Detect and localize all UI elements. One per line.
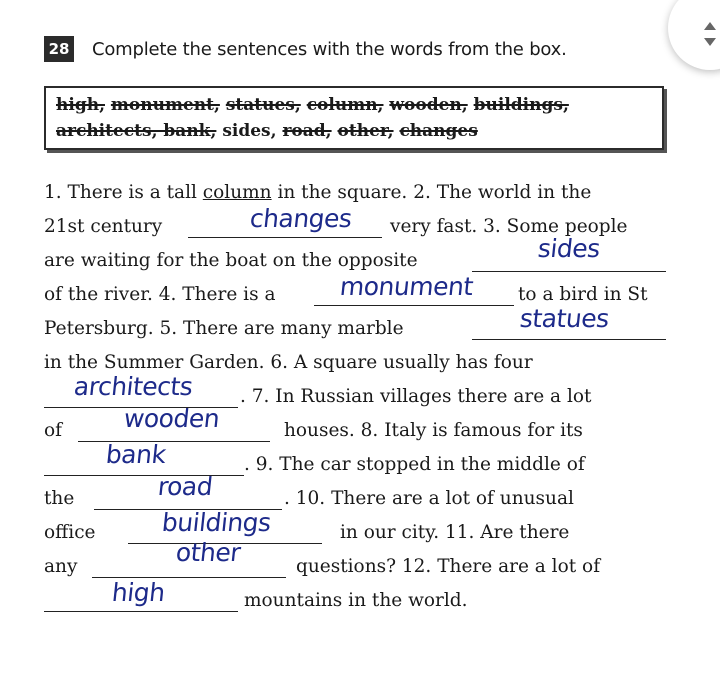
word-item: monument, (110, 95, 220, 115)
chevron-up-icon[interactable] (704, 22, 716, 30)
text-line (44, 304, 668, 346)
handwritten-answer: changes (248, 204, 354, 233)
word-item: other, (337, 121, 394, 141)
text-segment: office (44, 522, 96, 543)
text-segment: questions? 12. There are a lot of (296, 556, 601, 577)
word-item: changes (399, 121, 478, 141)
handwritten-answer: bank (104, 440, 168, 469)
word-box-line-2 (56, 118, 652, 144)
text-line (44, 578, 668, 618)
instruction-text: Complete the sentences with the words from the box. (92, 38, 567, 60)
handwritten-answer: high (110, 578, 167, 607)
word-box-line-1 (56, 92, 652, 118)
text-segment: are waiting for the boat on the opposite (44, 250, 418, 271)
handwritten-answer: other (174, 538, 242, 567)
scroll-control[interactable] (668, 0, 720, 70)
text-segment: 1. There is a tall (44, 182, 203, 203)
text-segment: in our city. 11. Are there (340, 522, 570, 543)
word-item: buildings, (473, 95, 569, 115)
text-segment: Petersburg. 5. There are many marble (44, 318, 404, 339)
text-segment: mountains in the world. (244, 590, 468, 611)
text-segment: houses. 8. Italy is famous for its (284, 420, 583, 441)
text-segment: any (44, 556, 78, 577)
handwritten-answer: wooden (122, 404, 221, 433)
word-item: architects, bank, (56, 121, 217, 141)
word-item: high, (56, 95, 105, 115)
text-segment: of the river. 4. There is a (44, 284, 276, 305)
word-item: road, (282, 121, 332, 141)
handwritten-answer: monument (338, 272, 475, 301)
text-segment: the (44, 488, 75, 509)
word-item: statues, (225, 95, 301, 115)
chevron-down-icon[interactable] (704, 38, 716, 46)
text-segment: of (44, 420, 62, 441)
word-box (44, 86, 664, 150)
handwritten-answer: buildings (160, 508, 273, 537)
example-answer: column (202, 182, 272, 203)
handwritten-answer: statues (518, 304, 611, 333)
handwritten-answer: road (156, 472, 214, 501)
handwritten-answer: architects (72, 372, 194, 401)
text-segment: 21st century (44, 216, 163, 237)
text-segment: . 9. The car stopped in the middle of (244, 454, 585, 475)
exercise-header (44, 36, 567, 62)
text-segment: to a bird in St (518, 284, 648, 305)
text-segment: very fast. 3. Some people (390, 216, 628, 237)
word-item: column, (306, 95, 384, 115)
text-segment: . 10. There are a lot of unusual (284, 488, 574, 509)
handwritten-answer: sides (536, 234, 602, 263)
word-item: sides, (222, 121, 277, 141)
word-item: wooden, (389, 95, 468, 115)
exercise-text (44, 176, 668, 618)
text-segment: in the Summer Garden. 6. A square usually has four (44, 352, 533, 373)
text-segment: . 7. In Russian villages there are a lot (240, 386, 592, 407)
text-segment: in the square. 2. The world in the (271, 182, 592, 203)
exercise-number: 28 (44, 36, 74, 62)
